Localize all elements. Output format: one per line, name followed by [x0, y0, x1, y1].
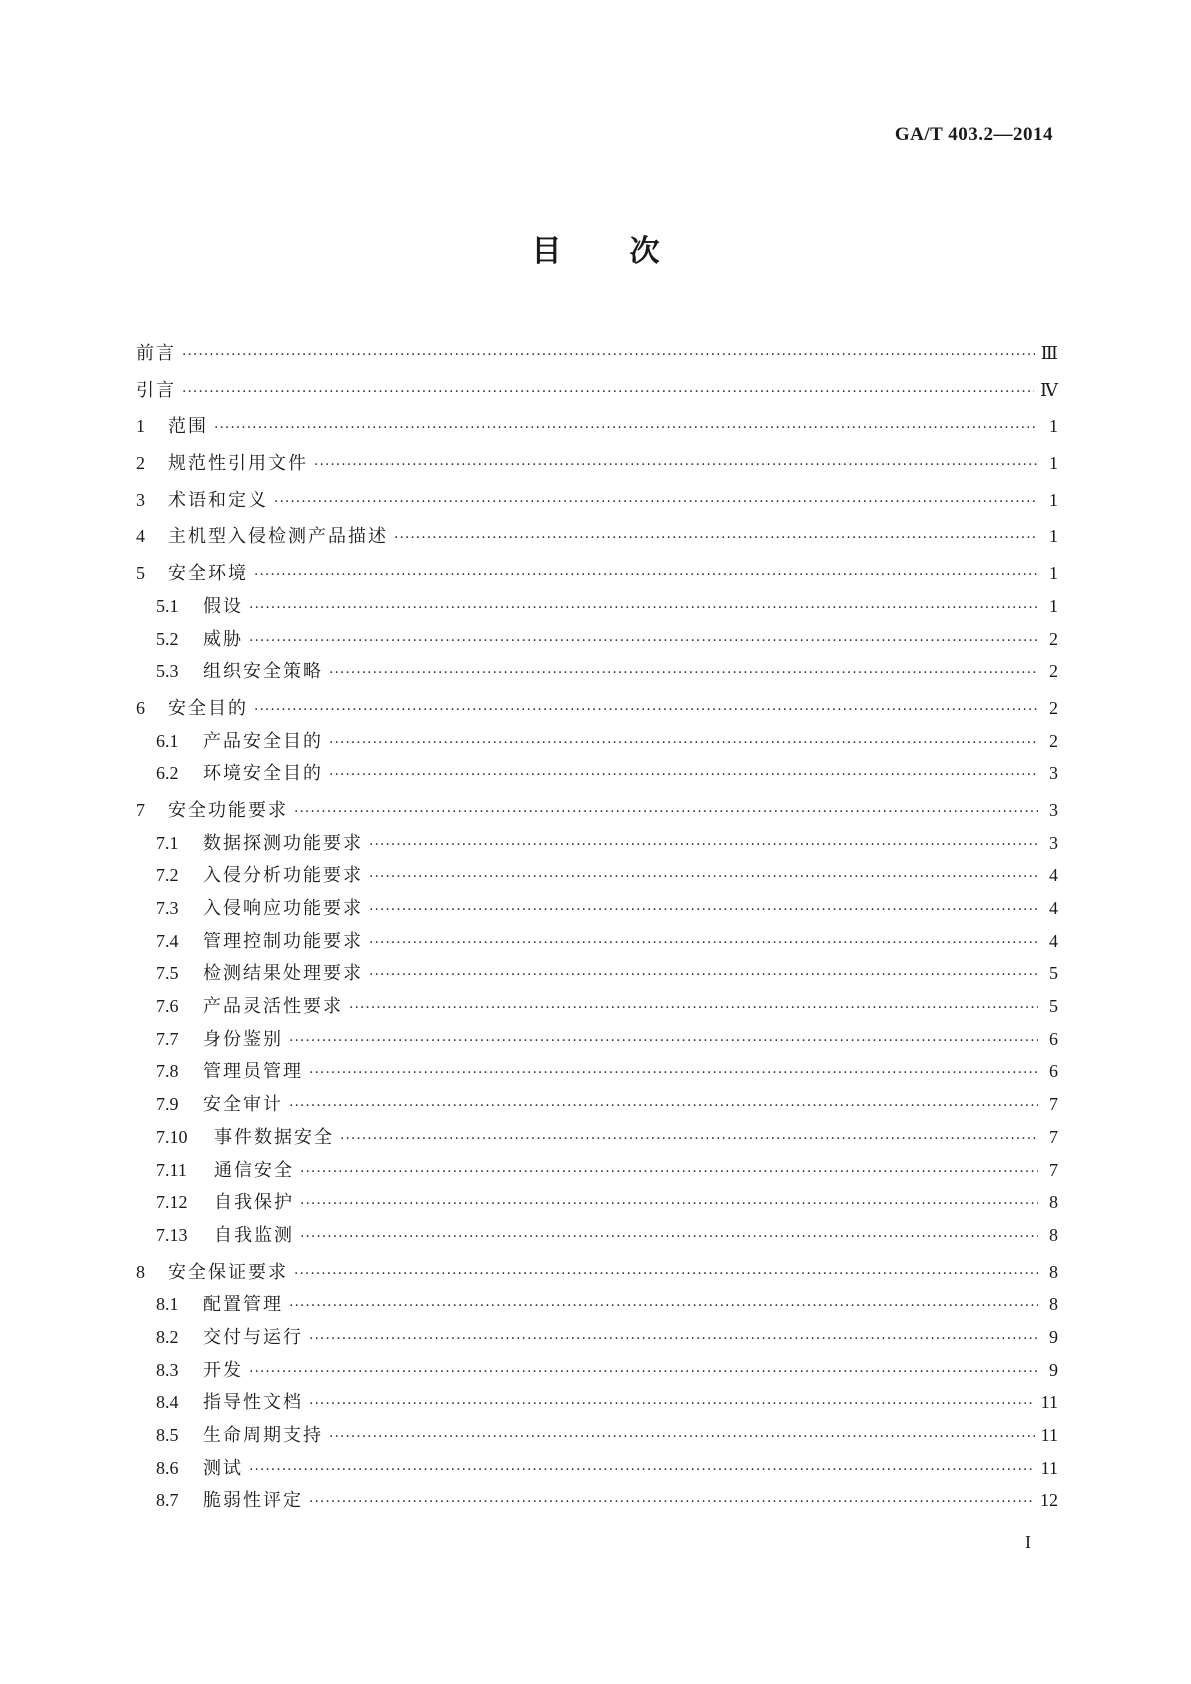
toc-entry-page: 2 — [1049, 628, 1058, 649]
toc-entry[interactable] — [136, 623, 1058, 656]
toc-dot-leader — [314, 449, 1038, 482]
toc-entry-title: 管理员管理 — [203, 1061, 303, 1083]
toc-entry-page: 11 — [1040, 1457, 1058, 1478]
toc-entry[interactable] — [136, 590, 1058, 623]
toc-dot-leader — [254, 559, 1038, 592]
toc-entry-title: 规范性引用文件 — [168, 453, 308, 475]
toc-entry-page: Ⅲ — [1040, 343, 1058, 363]
toc-entry-title: 范围 — [168, 416, 208, 438]
toc-entry-page: 1 — [1049, 595, 1058, 616]
toc-dot-leader — [294, 796, 1038, 829]
toc-entry-page: 4 — [1049, 865, 1058, 886]
toc-entry-number: 6.2 — [156, 763, 179, 784]
toc-dot-leader — [300, 1188, 1038, 1221]
toc-entry[interactable] — [136, 1154, 1058, 1187]
toc-entry-number: 6.1 — [156, 730, 179, 751]
toc-dot-leader — [300, 1156, 1038, 1189]
toc-dot-leader — [329, 727, 1038, 760]
toc-dot-leader — [294, 1258, 1038, 1291]
toc-entry-page: 3 — [1049, 832, 1058, 853]
toc-dot-leader — [254, 694, 1038, 727]
toc-entry-page: 9 — [1049, 1359, 1058, 1380]
toc-entry-page: 5 — [1049, 996, 1058, 1017]
toc-entry-title: 通信安全 — [214, 1159, 294, 1181]
toc-entry-number: 7.13 — [156, 1224, 188, 1245]
toc-entry-number: 2 — [136, 453, 145, 474]
toc-entry-number: 7.4 — [156, 930, 179, 951]
toc-dot-leader — [369, 861, 1038, 894]
toc-entry-page: 11 — [1040, 1425, 1058, 1445]
toc-dot-leader — [182, 376, 1034, 409]
toc-entry[interactable] — [136, 1354, 1058, 1387]
toc-entry-page: 1 — [1049, 526, 1058, 547]
toc-dot-leader — [289, 1025, 1038, 1058]
toc-dot-leader — [349, 992, 1038, 1025]
toc-entry-title: 事件数据安全 — [214, 1126, 334, 1148]
toc-dot-leader — [289, 1090, 1038, 1123]
toc-dot-leader — [309, 1486, 1034, 1519]
toc-dot-leader — [309, 1057, 1038, 1090]
toc-dot-leader — [214, 412, 1038, 445]
toc-entry-number: 7.1 — [156, 832, 179, 853]
toc-entry-title: 环境安全目的 — [203, 763, 323, 785]
toc-dot-leader — [369, 959, 1038, 992]
toc-entry-page: 1 — [1049, 489, 1058, 510]
toc-entry-number: 3 — [136, 489, 145, 510]
toc-dot-leader — [249, 1356, 1038, 1389]
toc-entry-number: 8.7 — [156, 1490, 179, 1511]
toc-entry-title: 产品灵活性要求 — [203, 996, 343, 1018]
toc-entry-title: 引言 — [136, 379, 176, 401]
toc-entry-number: 8.6 — [156, 1457, 179, 1478]
toc-entry-page: 9 — [1049, 1326, 1058, 1347]
toc-entry-page: 1 — [1049, 416, 1058, 437]
toc-dot-leader — [309, 1323, 1038, 1356]
toc-entry-title: 入侵分析功能要求 — [203, 865, 363, 887]
toc-entry-title: 安全保证要求 — [168, 1261, 288, 1283]
toc-entry-number: 8.2 — [156, 1326, 179, 1347]
toc-entry[interactable] — [136, 794, 1058, 827]
toc-entry-title: 入侵响应功能要求 — [203, 898, 363, 919]
toc-dot-leader — [329, 1421, 1035, 1454]
toc-entry-title: 威胁 — [203, 628, 243, 650]
toc-dot-leader — [249, 592, 1038, 625]
toc-entry-title: 产品安全目的 — [203, 730, 323, 752]
toc-entry[interactable] — [136, 1419, 1058, 1452]
toc-entry[interactable] — [136, 892, 1058, 925]
toc-entry-number: 8.5 — [156, 1425, 179, 1445]
toc-entry-page: 2 — [1049, 730, 1058, 751]
toc-entry-page: 3 — [1049, 763, 1058, 784]
toc-entry-page: 8 — [1049, 1294, 1058, 1315]
toc-entry-title: 假设 — [203, 595, 243, 617]
toc-entry[interactable] — [136, 725, 1058, 758]
toc-entry-page: 3 — [1049, 799, 1058, 820]
toc-entry-page: 6 — [1049, 1061, 1058, 1082]
toc-entry-page: 1 — [1049, 563, 1058, 584]
page-title: 目次 — [531, 234, 728, 269]
toc-entry-page: 1 — [1049, 453, 1058, 474]
toc-entry-number: 6 — [136, 697, 145, 718]
toc-entry[interactable] — [136, 1386, 1058, 1419]
toc-entry-page: 8 — [1049, 1224, 1058, 1245]
toc-dot-leader — [329, 657, 1038, 690]
toc-entry-title: 指导性文档 — [203, 1392, 303, 1414]
toc-entry-number: 8.3 — [156, 1359, 179, 1380]
toc-entry[interactable] — [136, 827, 1058, 860]
toc-entry-title: 检测结果处理要求 — [203, 963, 363, 985]
toc-entry-number: 5.3 — [156, 661, 179, 682]
toc-entry-number: 5.2 — [156, 628, 179, 649]
toc-entry-title: 生命周期支持 — [203, 1425, 323, 1446]
toc-dot-leader — [249, 1454, 1035, 1487]
toc-entry-title: 交付与运行 — [203, 1326, 303, 1348]
toc-entry-title: 数据探测功能要求 — [203, 832, 363, 854]
toc-dot-leader — [300, 1221, 1038, 1254]
toc-entry-page: 11 — [1040, 1392, 1058, 1413]
page-number: I — [1025, 1532, 1031, 1552]
toc-entry-page: 2 — [1049, 661, 1058, 682]
toc-entry-number: 1 — [136, 416, 145, 437]
toc-entry[interactable] — [136, 692, 1058, 725]
toc-entry[interactable] — [136, 1023, 1058, 1056]
toc-entry-page: 4 — [1049, 930, 1058, 951]
toc-entry-number: 7.12 — [156, 1192, 188, 1213]
toc-entry-title: 测试 — [203, 1457, 243, 1479]
toc-dot-leader — [249, 625, 1038, 658]
toc-entry[interactable] — [136, 655, 1058, 688]
toc-entry-page: 6 — [1049, 1028, 1058, 1049]
toc-entry-page: Ⅳ — [1040, 379, 1058, 400]
toc-entry-number: 7.9 — [156, 1094, 179, 1115]
toc-entry-page: 2 — [1049, 697, 1058, 718]
toc-entry-number: 7 — [136, 799, 145, 820]
toc-entry-page: 7 — [1049, 1094, 1058, 1115]
toc-entry-number: 7.7 — [156, 1028, 179, 1049]
toc-entry-title: 安全目的 — [168, 697, 248, 719]
toc-entry-title: 安全审计 — [203, 1094, 283, 1116]
toc-entry-title: 主机型入侵检测产品描述 — [168, 526, 388, 548]
toc-entry-number: 7.2 — [156, 865, 179, 886]
toc-entry[interactable] — [136, 557, 1058, 590]
toc-dot-leader — [369, 894, 1038, 927]
toc-entry-title: 安全环境 — [168, 563, 248, 585]
toc-entry[interactable] — [136, 1321, 1058, 1354]
toc-entry-number: 7.3 — [156, 898, 179, 918]
toc-entry-number: 7.11 — [156, 1159, 187, 1180]
toc-entry-title: 术语和定义 — [168, 489, 268, 511]
toc-entry-title: 脆弱性评定 — [203, 1490, 303, 1512]
toc-entry-number: 7.5 — [156, 963, 179, 984]
toc-entry-page: 4 — [1049, 898, 1058, 918]
toc-dot-leader — [309, 1388, 1035, 1421]
toc-entry-title: 前言 — [136, 343, 176, 364]
table-of-contents — [136, 333, 1058, 1517]
toc-entry-page: 8 — [1049, 1261, 1058, 1282]
standard-code: GA/T 403.2—2014 — [894, 124, 1053, 145]
toc-dot-leader — [394, 522, 1038, 555]
toc-entry-title: 身份鉴别 — [203, 1028, 283, 1050]
toc-entry[interactable] — [136, 1219, 1058, 1252]
toc-entry[interactable] — [136, 1288, 1058, 1321]
toc-dot-leader — [274, 486, 1038, 519]
toc-entry[interactable] — [136, 520, 1058, 553]
toc-entry-title: 开发 — [203, 1359, 243, 1381]
toc-entry[interactable] — [136, 957, 1058, 990]
toc-entry[interactable] — [136, 1452, 1058, 1485]
toc-entry-title: 自我监测 — [214, 1224, 294, 1246]
toc-entry[interactable] — [136, 410, 1058, 443]
toc-dot-leader — [369, 829, 1038, 862]
toc-entry[interactable] — [136, 990, 1058, 1023]
toc-entry[interactable] — [136, 859, 1058, 892]
toc-entry-title: 配置管理 — [203, 1294, 283, 1316]
toc-entry-page: 12 — [1040, 1490, 1058, 1511]
toc-dot-leader — [340, 1123, 1038, 1156]
toc-entry[interactable] — [136, 1088, 1058, 1121]
toc-entry[interactable] — [136, 1256, 1058, 1289]
toc-entry-title: 管理控制功能要求 — [203, 930, 363, 952]
toc-entry-number: 7.8 — [156, 1061, 179, 1082]
toc-dot-leader — [329, 759, 1038, 792]
toc-entry[interactable] — [136, 337, 1058, 370]
toc-entry-page: 7 — [1049, 1126, 1058, 1147]
toc-dot-leader — [289, 1290, 1038, 1323]
toc-entry-page: 8 — [1049, 1192, 1058, 1213]
toc-entry-title: 安全功能要求 — [168, 799, 288, 821]
toc-entry-number: 4 — [136, 526, 145, 547]
toc-entry-title: 组织安全策略 — [203, 661, 323, 683]
toc-entry[interactable] — [136, 1484, 1058, 1517]
toc-entry[interactable] — [136, 925, 1058, 958]
toc-dot-leader — [369, 927, 1038, 960]
toc-entry[interactable] — [136, 1055, 1058, 1088]
toc-entry-number: 8.4 — [156, 1392, 179, 1413]
toc-entry-number: 7.6 — [156, 996, 179, 1017]
toc-entry-number: 5 — [136, 563, 145, 584]
toc-entry[interactable] — [136, 484, 1058, 517]
toc-entry-page: 5 — [1049, 963, 1058, 984]
toc-entry[interactable] — [136, 447, 1058, 480]
toc-entry[interactable] — [136, 757, 1058, 790]
toc-entry-number: 5.1 — [156, 595, 179, 616]
toc-entry-number: 8 — [136, 1261, 145, 1282]
toc-entry[interactable] — [136, 1186, 1058, 1219]
toc-entry-page: 7 — [1049, 1159, 1058, 1180]
toc-entry-number: 8.1 — [156, 1294, 179, 1315]
toc-dot-leader — [182, 339, 1035, 372]
toc-entry[interactable] — [136, 374, 1058, 407]
toc-entry-number: 7.10 — [156, 1126, 188, 1147]
toc-entry[interactable] — [136, 1121, 1058, 1154]
toc-entry-title: 自我保护 — [214, 1192, 294, 1214]
